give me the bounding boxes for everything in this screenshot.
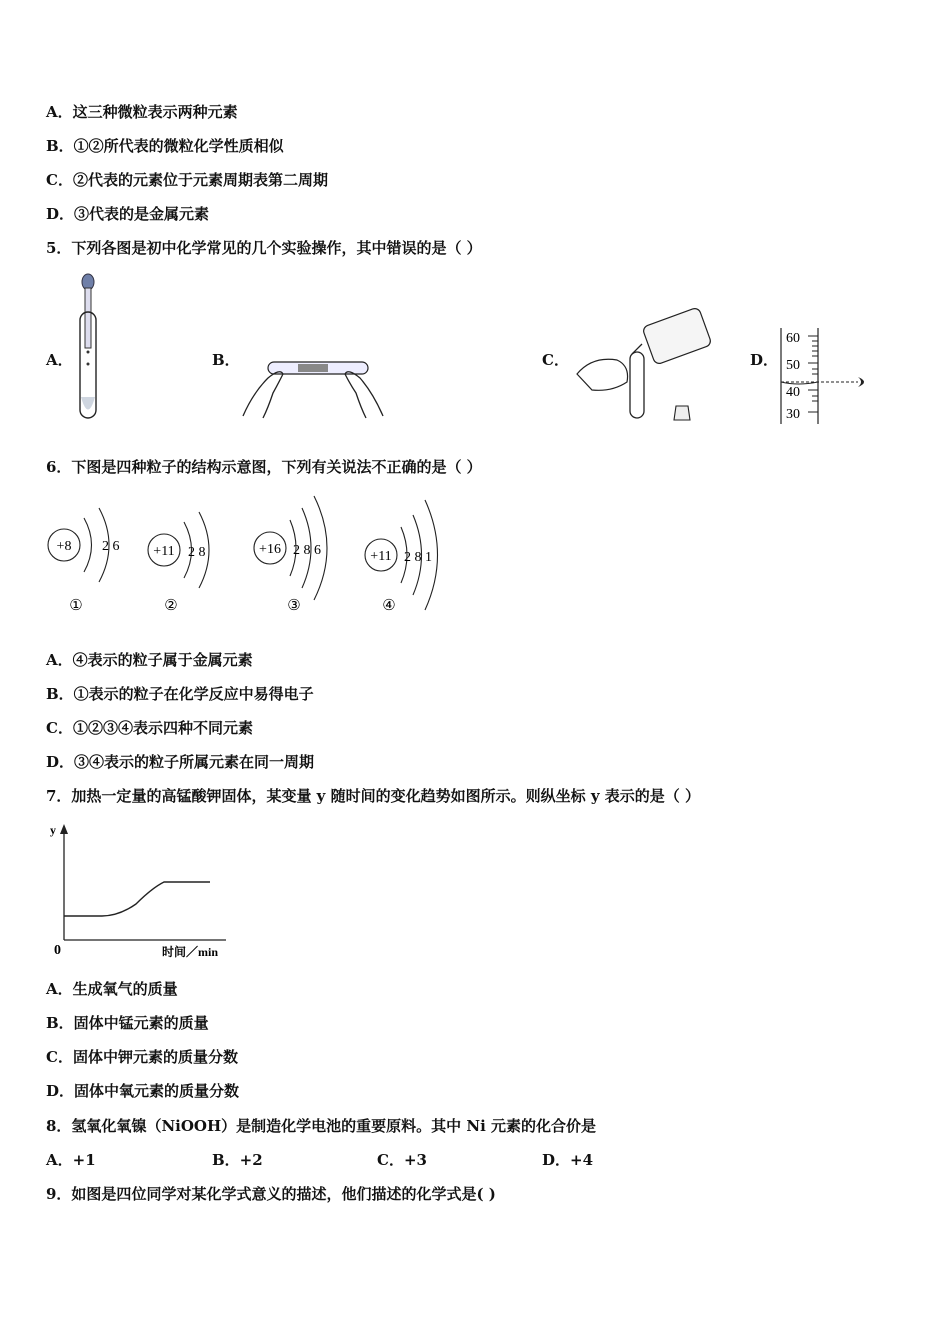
q6-option-a: A．④表示的粒子属于金属元素 [46,651,253,669]
cylinder-tick-30: 30 [786,407,800,422]
graph-curve [64,882,210,916]
q5-label-a: A． [46,351,73,369]
cylinder-tick-60: 60 [786,331,800,346]
q9-stem: 9．如图是四位同学对某化学式意义的描述，他们描述的化学式是( ) [46,1185,496,1203]
particle-2-shells: 2 8 [188,545,206,560]
particle-3-mark: ③ [287,598,301,614]
q5-stem: 5．下列各图是初中化学常见的几个实验操作，其中错误的是（ ） [46,239,482,257]
q6-option-b: B．①表示的粒子在化学反应中易得电子 [46,685,314,703]
q7-stem: 7．加热一定量的高锰酸钾固体，某变量 y 随时间的变化趋势如图所示。则纵坐标 y 表示的是（ ） [46,787,700,805]
pouring-liquid-figure [572,294,722,424]
atomic-structure-diagrams [44,490,464,620]
q5-label-c: C． [542,351,569,369]
q4-option-b: B．①②所代表的微粒化学性质相似 [46,137,284,155]
particle-1-diagram [48,508,120,614]
q7-option-a: A．生成氧气的质量 [46,980,178,998]
particle-2-nucleus: +11 [153,544,175,559]
q8-option-c: C．+3 [377,1151,427,1169]
particle-4-diagram [365,500,438,614]
particle-3-nucleus: +16 [259,542,281,557]
q6-option-c: C．①②③④表示四种不同元素 [46,719,253,737]
q8-stem: 8．氢氧化氧镍（NiOOH）是制造化学电池的重要原料。其中 Ni 元素的化合价是 [46,1117,597,1135]
cylinder-tick-50: 50 [786,358,800,373]
particle-2-diagram [148,512,209,614]
particle-4-nucleus: +11 [370,549,392,564]
particle-3-diagram [254,496,327,614]
particle-2-mark: ② [164,598,178,614]
q5-label-d: D． [750,351,779,369]
q8-option-a: A．+1 [46,1151,96,1169]
q8-option-d: D．+4 [542,1151,594,1169]
graph-origin: 0 [54,943,61,958]
q7-option-d: D．固体中氧元素的质量分数 [46,1082,240,1100]
hands-shaking-tube-figure [238,348,388,420]
q4-option-c: C．②代表的元素位于元素周期表第二周期 [46,171,328,189]
q7-line-graph [44,820,244,962]
q7-option-c: C．固体中钾元素的质量分数 [46,1048,238,1066]
graph-x-label: 时间／min [162,945,219,959]
q7-option-b: B．固体中锰元素的质量 [46,1014,209,1032]
graph-y-label: y [50,823,56,837]
particle-3-shells: 2 8 6 [293,543,321,558]
cylinder-tick-40: 40 [786,385,800,400]
particle-4-shells: 2 8 1 [404,550,432,565]
q4-option-d: D．③代表的是金属元素 [46,205,210,223]
q6-stem: 6．下图是四种粒子的结构示意图，下列有关说法不正确的是（ ） [46,458,482,476]
particle-1-mark: ① [69,598,83,614]
particle-1-shells: 2 6 [102,539,120,554]
q4-option-a: A．这三种微粒表示两种元素 [46,103,238,121]
q8-option-b: B．+2 [212,1151,263,1169]
dropper-into-tube-figure [70,272,110,422]
particle-1-nucleus: +8 [56,539,72,554]
graduated-cylinder-figure [778,326,878,426]
q6-option-d: D．③④表示的粒子所属元素在同一周期 [46,753,315,771]
particle-4-mark: ④ [382,598,396,614]
q5-label-b: B． [212,351,240,369]
